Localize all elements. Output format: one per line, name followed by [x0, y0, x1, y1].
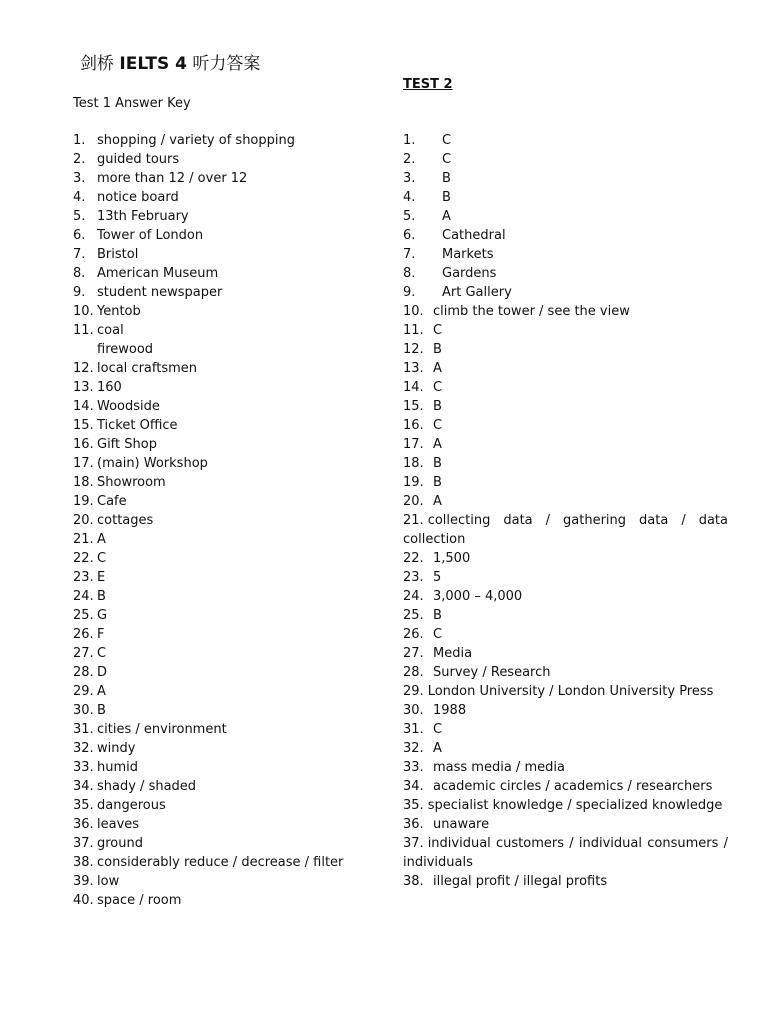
answer-number: 31.: [403, 722, 424, 737]
test1-answer-item: [73, 834, 373, 853]
title-suffix: 听力答案: [186, 54, 261, 74]
test1-answer-item: [73, 226, 373, 245]
answer-text: B: [433, 399, 442, 414]
answer-number: 29.: [73, 684, 94, 699]
test1-answer-item: [73, 416, 373, 435]
answer-text: shady / shaded: [97, 779, 197, 794]
test1-answer-item: [73, 625, 373, 644]
answer-number: 28.: [403, 665, 424, 680]
answer-text: Showroom: [97, 475, 166, 490]
test1-answer-item: [73, 131, 373, 150]
test2-answer-item: [403, 568, 728, 587]
test2-answer-item: [403, 834, 728, 872]
answer-text: A: [433, 741, 442, 756]
answer-text: local craftsmen: [97, 361, 198, 376]
test1-answer-item: [73, 207, 373, 226]
test2-answer-item: [403, 663, 728, 682]
test2-answer-item: [403, 682, 728, 701]
test1-answer-item: [73, 264, 373, 283]
answer-number: 32.: [73, 741, 94, 756]
test2-answer-item: [403, 131, 728, 150]
answer-number: 9.: [403, 285, 416, 300]
answer-number: 18.: [403, 456, 424, 471]
test2-answer-item: [403, 625, 728, 644]
answer-text: Survey / Research: [433, 665, 551, 680]
test1-answer-item: [73, 530, 373, 549]
answer-text: A: [433, 437, 442, 452]
answer-text: C: [97, 551, 107, 566]
answer-text: Media: [433, 646, 473, 661]
answer-text: B: [97, 703, 106, 718]
page-title: [80, 49, 260, 74]
answer-number: 18.: [73, 475, 94, 490]
test1-answer-item: [73, 340, 373, 359]
answer-number: 34.: [73, 779, 94, 794]
answer-number: 12.: [73, 361, 94, 376]
test2-answer-item: [403, 796, 728, 815]
answer-text: A: [442, 209, 451, 224]
answer-number: 38.: [403, 874, 424, 889]
answer-text: Gift Shop: [97, 437, 157, 452]
answer-number: 14.: [73, 399, 94, 414]
answer-text: Bristol: [97, 247, 139, 262]
answer-number: 25.: [403, 608, 424, 623]
answer-number: 27.: [73, 646, 94, 661]
test2-answer-item: [403, 435, 728, 454]
title-bold: IELTS 4: [119, 54, 187, 74]
answer-number: 24.: [403, 589, 424, 604]
test1-answer-item: [73, 682, 373, 701]
answer-text: American Museum: [97, 266, 219, 281]
title-prefix: 剑桥: [80, 54, 120, 74]
test1-answer-item: [73, 245, 373, 264]
answer-text: ground: [97, 836, 143, 851]
answer-text: A: [433, 361, 442, 376]
answer-number: 7.: [73, 247, 86, 262]
answer-number: 35.: [73, 798, 94, 813]
test1-answer-item: [73, 435, 373, 454]
answer-text: C: [433, 380, 443, 395]
test2-heading: TEST 2: [403, 77, 453, 92]
answer-number: 17.: [403, 437, 424, 452]
answer-number: 22.: [403, 551, 424, 566]
answer-number: 32.: [403, 741, 424, 756]
answer-text: C: [433, 418, 443, 433]
test1-answer-item: [73, 701, 373, 720]
test2-answer-item: [403, 283, 728, 302]
answer-number: 11.: [403, 323, 424, 338]
answer-number: 10.: [403, 304, 424, 319]
test2-answer-item: [403, 169, 728, 188]
answer-number: 19.: [73, 494, 94, 509]
answer-number: 13.: [73, 380, 94, 395]
answer-number: 19.: [403, 475, 424, 490]
answer-number: 33.: [73, 760, 94, 775]
answer-text: A: [97, 684, 106, 699]
answer-text: Art Gallery: [442, 285, 512, 300]
answer-text: 5: [433, 570, 442, 585]
answer-text: B: [442, 190, 451, 205]
answer-text: more than 12 / over 12: [97, 171, 248, 186]
test1-answer-item: [73, 606, 373, 625]
test1-answer-item: [73, 188, 373, 207]
test2-answer-item: [403, 644, 728, 663]
test2-answer-item: [403, 264, 728, 283]
answer-text: Cathedral: [442, 228, 506, 243]
answer-number: 1.: [73, 133, 86, 148]
test2-answer-item: [403, 549, 728, 568]
answer-text: specialist knowledge / specialized knowledge: [427, 798, 723, 813]
answer-text: C: [433, 627, 443, 642]
answer-text: Ticket Office: [97, 418, 178, 433]
test2-answer-item: [403, 226, 728, 245]
test1-answer-item: [73, 663, 373, 682]
answer-text: individual customers / individual consumers / individuals: [403, 836, 728, 870]
answer-text: illegal profit / illegal profits: [433, 874, 608, 889]
test2-answer-item: [403, 492, 728, 511]
answer-text: Tower of London: [97, 228, 204, 243]
answer-number: 37.: [403, 836, 424, 851]
answer-text: unaware: [433, 817, 490, 832]
test1-answer-item: [73, 720, 373, 739]
test2-answer-item: [403, 454, 728, 473]
answer-number: 28.: [73, 665, 94, 680]
answer-text: E: [97, 570, 106, 585]
test1-answer-item: [73, 321, 373, 340]
test2-answer-item: [403, 872, 728, 891]
answer-number: 25.: [73, 608, 94, 623]
answer-number: 15.: [73, 418, 94, 433]
answer-number: 8.: [403, 266, 416, 281]
answer-text: leaves: [97, 817, 140, 832]
test2-answer-item: [403, 340, 728, 359]
answer-text: 13th February: [97, 209, 189, 224]
answer-number: 20.: [403, 494, 424, 509]
answer-text: collecting data / gathering data / data collection: [403, 513, 728, 547]
test1-answer-item: [73, 283, 373, 302]
answer-text: 1988: [433, 703, 467, 718]
test2-answer-item: [403, 321, 728, 340]
test2-answer-item: [403, 359, 728, 378]
answer-text: (main) Workshop: [97, 456, 208, 471]
answer-number: 7.: [403, 247, 416, 262]
answer-text: B: [433, 608, 442, 623]
answer-text: mass media / media: [433, 760, 565, 775]
answer-number: 31.: [73, 722, 94, 737]
answer-number: 17.: [73, 456, 94, 471]
answer-number: 33.: [403, 760, 424, 775]
test1-answer-item: [73, 492, 373, 511]
answer-number: 14.: [403, 380, 424, 395]
test1-answer-item: [73, 891, 373, 910]
test2-answer-item: [403, 758, 728, 777]
answer-number: 11.: [73, 323, 94, 338]
test2-answer-item: [403, 777, 728, 796]
answer-number: 22.: [73, 551, 94, 566]
answer-number: 29.: [403, 684, 424, 699]
answer-text: A: [433, 494, 442, 509]
test2-answer-item: [403, 473, 728, 492]
test2-answer-item: [403, 150, 728, 169]
answer-text: B: [433, 475, 442, 490]
test2-answer-item: [403, 511, 728, 549]
test1-answer-item: [73, 739, 373, 758]
answer-text: low: [97, 874, 120, 889]
test2-answer-item: [403, 245, 728, 264]
test1-answer-item: [73, 169, 373, 188]
test1-answer-item: [73, 302, 373, 321]
answer-number: 8.: [73, 266, 86, 281]
answer-number: 36.: [403, 817, 424, 832]
answer-text: guided tours: [97, 152, 180, 167]
test2-answer-item: [403, 815, 728, 834]
test2-answer-item: [403, 302, 728, 321]
test1-answer-item: [73, 359, 373, 378]
answer-text: Markets: [442, 247, 494, 262]
answer-number: 9.: [73, 285, 86, 300]
answer-number: 16.: [73, 437, 94, 452]
test1-answer-item: [73, 454, 373, 473]
answer-number: 27.: [403, 646, 424, 661]
answer-text: space / room: [97, 893, 182, 908]
answer-number: 4.: [403, 190, 416, 205]
answer-text: coal: [97, 323, 124, 338]
answer-text: F: [97, 627, 105, 642]
answer-number: 4.: [73, 190, 86, 205]
test1-answer-item: [73, 853, 373, 872]
answer-number: 3.: [73, 171, 86, 186]
answer-number: 15.: [403, 399, 424, 414]
test1-answer-item: [73, 815, 373, 834]
answer-text: shopping / variety of shopping: [97, 133, 295, 148]
answer-text: London University / London University Press: [427, 684, 714, 699]
answer-number: 23.: [73, 570, 94, 585]
answer-text: D: [97, 665, 108, 680]
answer-text: firewood: [97, 342, 154, 357]
answer-text: C: [97, 646, 107, 661]
test2-answer-item: [403, 378, 728, 397]
test1-answer-item: [73, 587, 373, 606]
test1-answer-item: [73, 644, 373, 663]
answer-number: 13.: [403, 361, 424, 376]
test1-answer-item: [73, 796, 373, 815]
test1-answer-item: [73, 872, 373, 891]
answer-number: 1.: [403, 133, 416, 148]
test2-answer-item: [403, 207, 728, 226]
answer-text: dangerous: [97, 798, 166, 813]
answer-number: 6.: [73, 228, 86, 243]
answer-number: 30.: [403, 703, 424, 718]
answer-text: A: [97, 532, 106, 547]
answer-text: Yentob: [97, 304, 141, 319]
test2-answer-item: [403, 720, 728, 739]
answer-number: 35.: [403, 798, 424, 813]
test2-answer-item: [403, 701, 728, 720]
answer-number: 24.: [73, 589, 94, 604]
answer-number: 5.: [403, 209, 416, 224]
answer-text: C: [442, 133, 452, 148]
answer-text: 3,000 – 4,000: [433, 589, 523, 604]
test1-answer-item: [73, 511, 373, 530]
answer-text: climb the tower / see the view: [433, 304, 630, 319]
test2-answer-item: [403, 416, 728, 435]
answer-number: 5.: [73, 209, 86, 224]
answer-text: humid: [97, 760, 139, 775]
answer-number: 20.: [73, 513, 94, 528]
answer-number: 26.: [73, 627, 94, 642]
answer-text: C: [442, 152, 452, 167]
answer-text: student newspaper: [97, 285, 223, 300]
answer-number: 34.: [403, 779, 424, 794]
answer-text: Gardens: [442, 266, 497, 281]
test2-answer-item: [403, 606, 728, 625]
answer-number: 21.: [73, 532, 94, 547]
answer-text: cities / environment: [97, 722, 227, 737]
answer-text: windy: [97, 741, 136, 756]
answer-number: 36.: [73, 817, 94, 832]
test1-heading: Test 1 Answer Key: [73, 96, 191, 111]
answer-text: B: [442, 171, 451, 186]
answer-text: G: [97, 608, 108, 623]
answer-text: notice board: [97, 190, 179, 205]
answer-text: Cafe: [97, 494, 127, 509]
answer-number: 38.: [73, 855, 94, 870]
test1-answer-list: [73, 131, 373, 910]
test2-answer-item: [403, 188, 728, 207]
test1-answer-item: [73, 777, 373, 796]
test2-answer-list: [403, 131, 728, 891]
answer-number: 2.: [403, 152, 416, 167]
test1-answer-item: [73, 549, 373, 568]
answer-text: Woodside: [97, 399, 160, 414]
answer-text: B: [433, 456, 442, 471]
test1-answer-item: [73, 568, 373, 587]
test1-answer-item: [73, 378, 373, 397]
answer-text: C: [433, 323, 443, 338]
answer-text: considerably reduce / decrease / filter: [97, 855, 344, 870]
answer-text: B: [433, 342, 442, 357]
answer-text: cottages: [97, 513, 154, 528]
answer-number: 16.: [403, 418, 424, 433]
answer-number: 30.: [73, 703, 94, 718]
answer-number: 6.: [403, 228, 416, 243]
answer-text: academic circles / academics / researchers: [433, 779, 713, 794]
test1-answer-item: [73, 150, 373, 169]
answer-number: 12.: [403, 342, 424, 357]
answer-number: 3.: [403, 171, 416, 186]
answer-number: 37.: [73, 836, 94, 851]
answer-number: 26.: [403, 627, 424, 642]
answer-text: C: [433, 722, 443, 737]
answer-number: 23.: [403, 570, 424, 585]
answer-number: 10.: [73, 304, 94, 319]
answer-text: B: [97, 589, 106, 604]
answer-number: 2.: [73, 152, 86, 167]
test1-answer-item: [73, 397, 373, 416]
test1-answer-item: [73, 758, 373, 777]
answer-text: 160: [97, 380, 122, 395]
answer-text: 1,500: [433, 551, 471, 566]
test2-answer-item: [403, 587, 728, 606]
test2-answer-item: [403, 397, 728, 416]
answer-number: 40.: [73, 893, 94, 908]
answer-number: 39.: [73, 874, 94, 889]
test2-answer-item: [403, 739, 728, 758]
test1-answer-item: [73, 473, 373, 492]
answer-number: 21.: [403, 513, 424, 528]
